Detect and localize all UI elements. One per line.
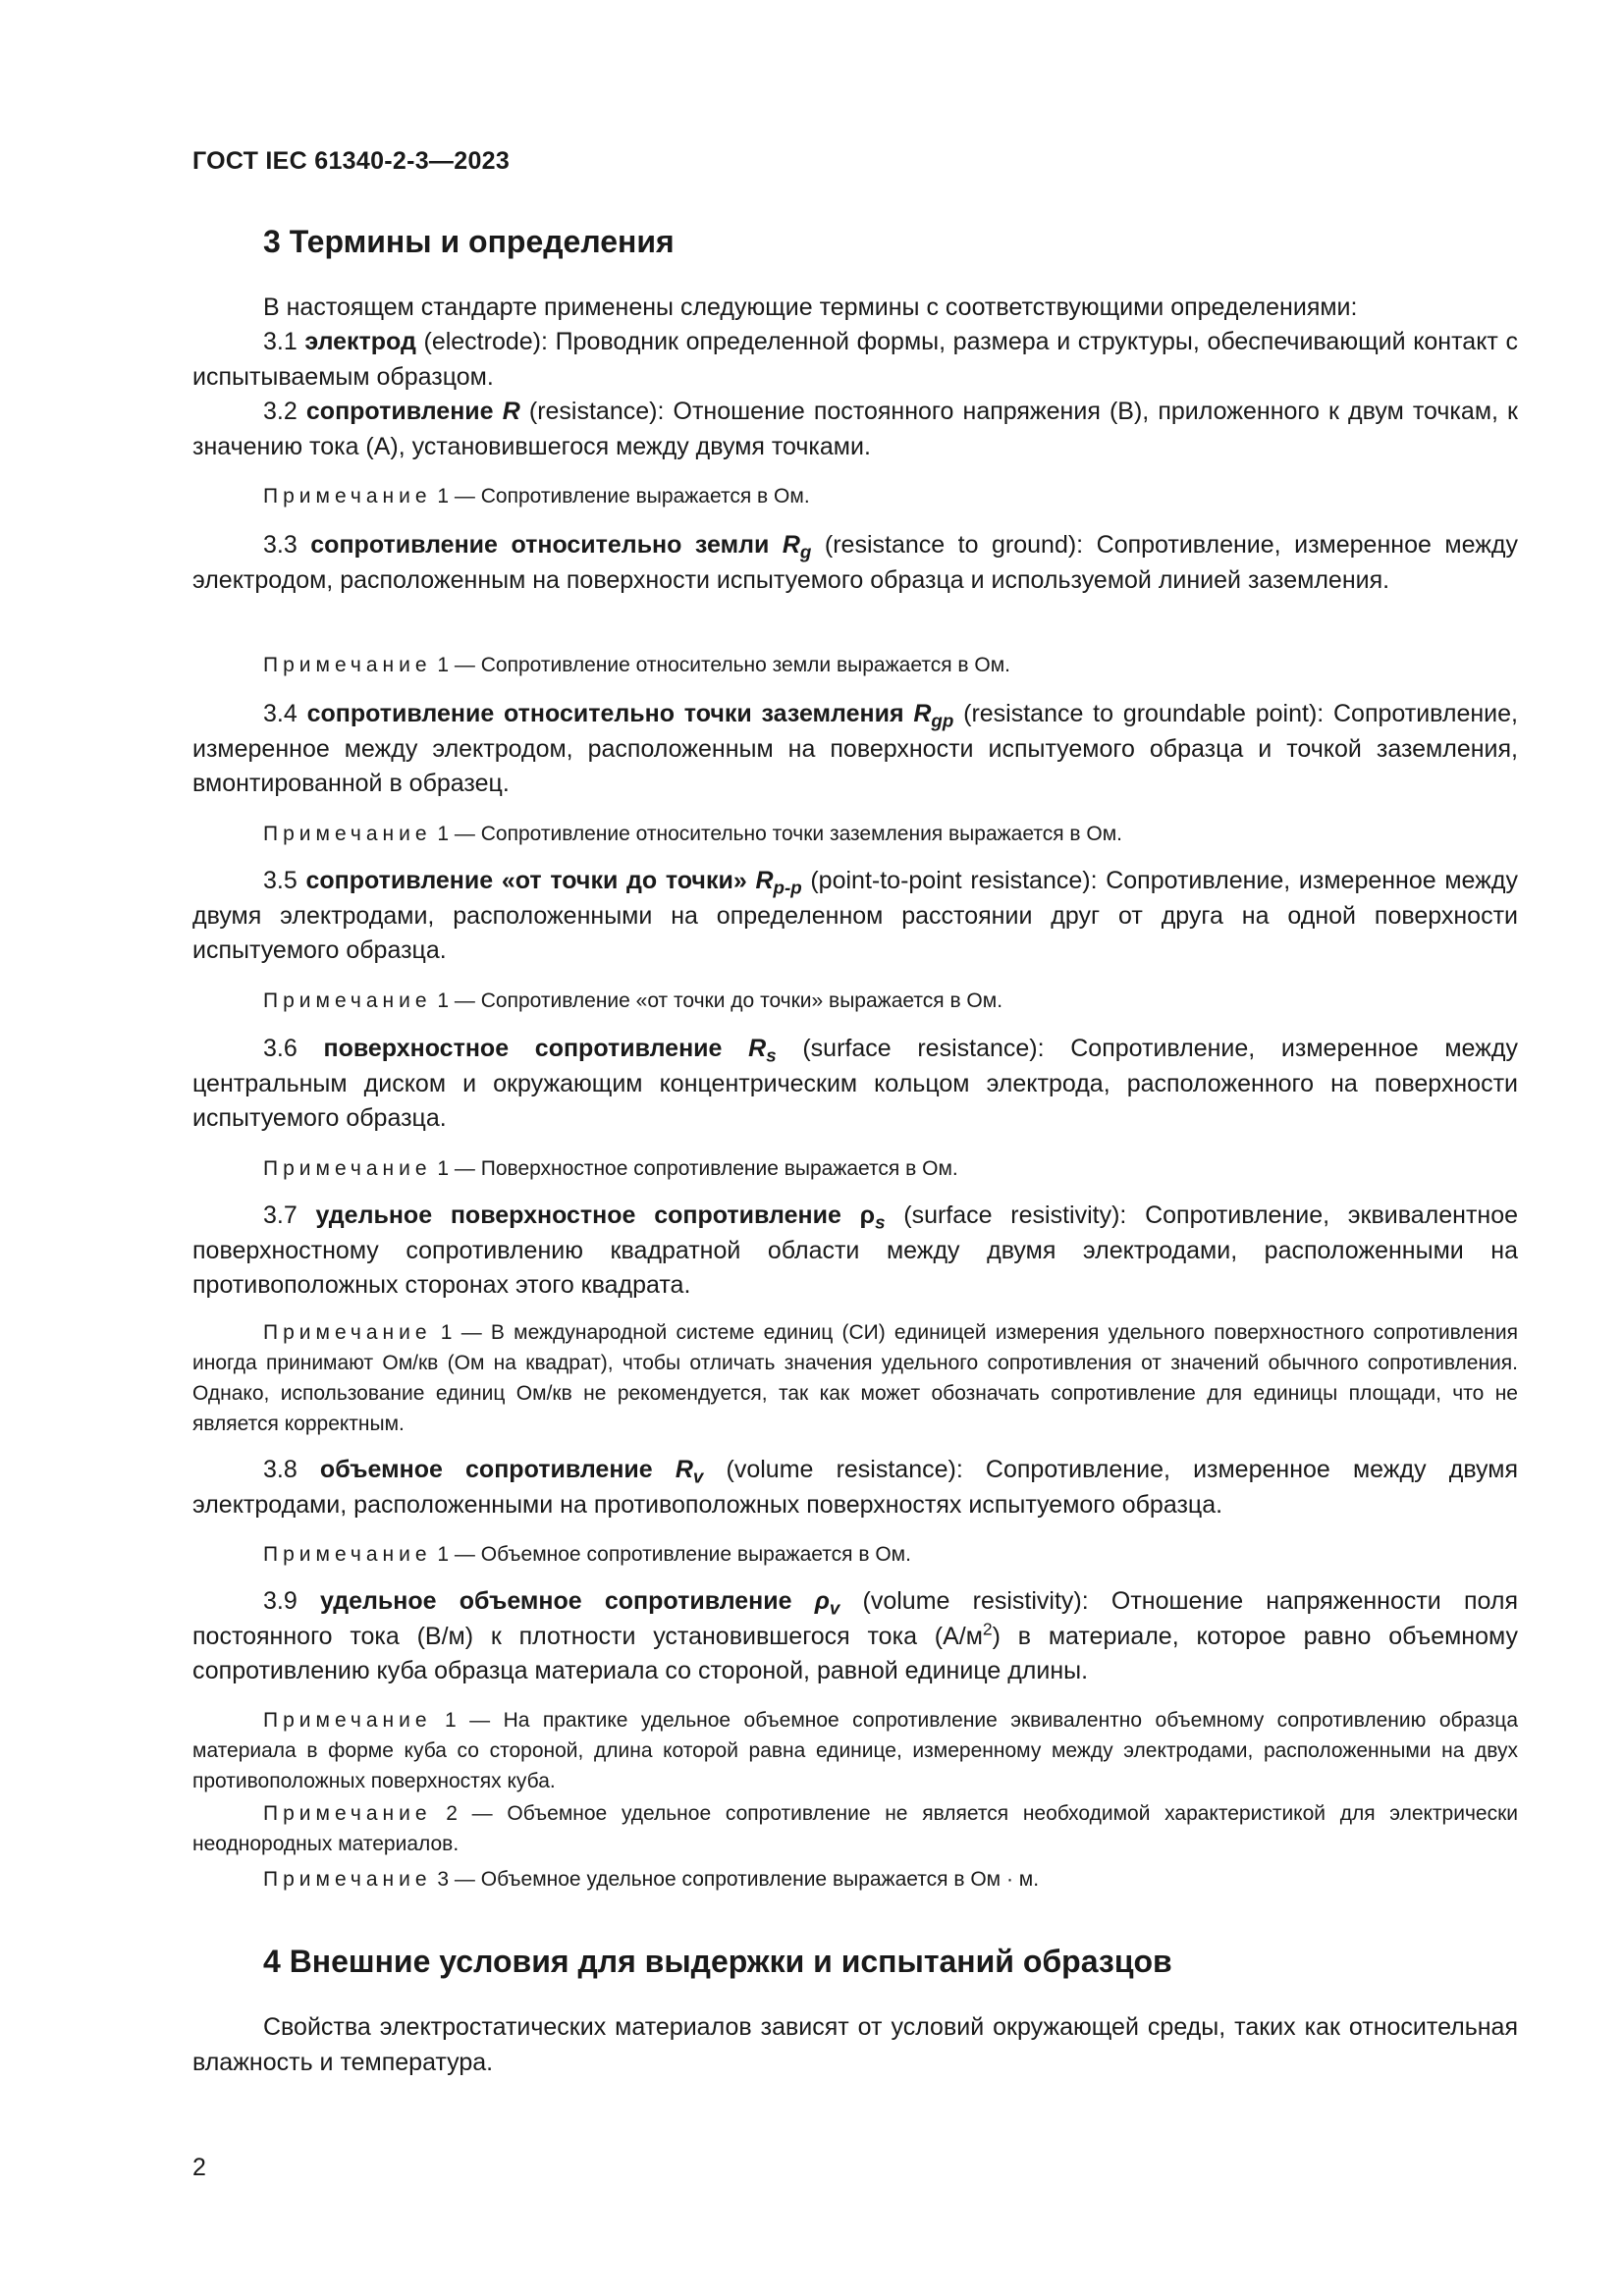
term-symbol: ρ <box>814 1587 830 1615</box>
note-text: 3 — Объемное удельное сопротивление выражается в Ом · м. <box>431 1868 1040 1891</box>
term-symbol: R <box>782 531 800 559</box>
term-symbol-subscript: gp <box>931 710 954 731</box>
term-number: 3.7 <box>263 1201 298 1229</box>
term-definition: (surface resistance): Сопротивление, измеренное между центральным диском и окружающим концентрическим кольцом электрода, расположенного на поверхности испытуемого образца. <box>192 1035 1518 1132</box>
term-3-6 <box>192 1032 1518 1137</box>
note-text: 1 — Сопротивление выражается в Ом. <box>431 485 810 507</box>
term-number: 3.6 <box>263 1035 298 1062</box>
term-symbol-subscript: s <box>766 1044 777 1066</box>
term-name: поверхностное сопротивление <box>323 1035 749 1062</box>
term-symbol: R <box>502 398 520 425</box>
note-label: Примечание <box>263 1868 432 1891</box>
term-symbol: R <box>755 867 774 894</box>
section-4-text: Свойства электростатических материалов зависят от условий окружающей среды, таких как относительная влажность и температура. <box>192 2013 1518 2076</box>
note-label: Примечание <box>263 1709 432 1732</box>
term-3-9 <box>192 1584 1518 1689</box>
term-definition: (resistance): Отношение постоянного напряжения (В), приложенного к двум точкам, к значению тока (А), установившегося между двумя точками. <box>192 398 1518 460</box>
page-number: 2 <box>192 2154 206 2181</box>
note-label: Примечание <box>263 485 432 507</box>
term-number: 3.5 <box>263 867 298 894</box>
term-definition: (electrode): Проводник определенной формы, размера и структуры, обеспечивающий контакт с испытываемым образцом. <box>192 328 1518 391</box>
term-definition: (resistance to ground): Сопротивление, измеренное между электродом, расположенным на поверхности испытуемого образца и используемой линией заземления. <box>192 531 1518 594</box>
term-name: электрод <box>304 328 416 355</box>
term-number: 3.3 <box>263 531 298 559</box>
term-name: сопротивление относительно земли <box>310 531 783 559</box>
note-label: Примечание <box>263 1157 432 1180</box>
term-symbol-subscript: s <box>875 1211 886 1233</box>
note-label: Примечание <box>263 1543 432 1566</box>
term-definition: (resistance to groundable point): Сопротивление, измеренное между электродом, расположенным на поверхности испытуемого образца и точкой заземления, вмонтированной в образец. <box>192 700 1518 797</box>
section-3-title: 3 Термины и определения <box>263 224 675 259</box>
term-3-3 <box>192 528 1518 598</box>
note-3-9-2 <box>192 1798 1518 1859</box>
section-3-intro: В настоящем стандарте применены следующие термины с соответствующими определениями: <box>263 294 1358 321</box>
term-name: сопротивление «от точки до точки» <box>305 867 756 894</box>
term-symbol-subscript: v <box>829 1597 840 1619</box>
note-text: 1 — Поверхностное сопротивление выражается в Ом. <box>431 1157 958 1180</box>
term-symbol-subscript: g <box>799 541 812 562</box>
term-symbol-subscript: p-p <box>773 877 802 898</box>
term-definition: (point-to-point resistance): Сопротивление, измеренное между двумя электродами, расположенными на определенном расстоянии друг от друга на одной поверхности испытуемого образца. <box>192 867 1518 964</box>
term-name: удельное объемное сопротивление <box>319 1587 815 1615</box>
note-label: Примечание <box>263 1802 432 1825</box>
note-3-6 <box>192 1153 1518 1184</box>
term-definition: (volume resistance): Сопротивление, измеренное между двумя электродами, расположенными на противоположных поверхностях испытуемого образца. <box>192 1456 1518 1519</box>
note-3-2 <box>192 481 1518 511</box>
note-text: 1 — В международной системе единиц (СИ) единицей измерения удельного поверхностного сопротивления иногда принимают Ом/кв (Ом на квадрат), чтобы отличать значения удельного сопротивления от значений обычного сопротивления. Однако, использование единиц Ом/кв не рекомендуется, так как может обозначать сопротивление для единицы площади, что не является корректным. <box>192 1321 1518 1435</box>
term-number: 3.1 <box>263 328 298 355</box>
note-label: Примечание <box>263 823 432 845</box>
term-name: сопротивление относительно точки заземления <box>306 700 914 727</box>
note-3-9-1 <box>192 1705 1518 1796</box>
term-number: 3.2 <box>263 398 298 425</box>
note-3-7 <box>192 1317 1518 1439</box>
note-label: Примечание <box>263 654 432 676</box>
term-3-7 <box>192 1199 1518 1304</box>
section-4-title: 4 Внешние условия для выдержки и испытаний образцов <box>263 1944 1172 1979</box>
term-number: 3.4 <box>263 700 298 727</box>
term-3-8 <box>192 1453 1518 1522</box>
note-3-9-3 <box>192 1864 1518 1895</box>
note-3-3 <box>192 650 1518 680</box>
term-3-5 <box>192 864 1518 969</box>
term-symbol: R <box>748 1035 767 1062</box>
note-text: 1 — Объемное сопротивление выражается в Ом. <box>431 1543 911 1566</box>
term-name: удельное поверхностное сопротивление <box>315 1201 860 1229</box>
note-text: 1 — Сопротивление «от точки до точки» выражается в Ом. <box>431 989 1003 1012</box>
term-symbol: R <box>913 700 932 727</box>
unit-superscript: 2 <box>982 1618 993 1638</box>
note-3-8 <box>192 1539 1518 1570</box>
note-3-4 <box>192 819 1518 849</box>
term-symbol: ρ <box>859 1201 876 1229</box>
term-number: 3.8 <box>263 1456 298 1483</box>
term-definition: (volume resistivity): Отношение напряженности поля постоянного тока (В/м) к плотности установившегося тока (А/м <box>192 1587 1518 1650</box>
note-text: 1 — Сопротивление относительно земли выражается в Ом. <box>431 654 1010 676</box>
term-definition: (surface resistivity): Сопротивление, эквивалентное поверхностному сопротивлению квадратной области между двумя электродами, расположенными на противоположных сторонах этого квадрата. <box>192 1201 1519 1299</box>
term-definition-continued: ) в материале, которое равно объемному сопротивлению куба образца материала со стороной, равной единице длины. <box>192 1622 1518 1684</box>
note-label: Примечание <box>263 1321 432 1344</box>
document-header: ГОСТ IEC 61340-2-3—2023 <box>192 147 511 175</box>
term-3-2 <box>192 395 1518 464</box>
term-name: сопротивление <box>305 398 503 425</box>
term-3-4 <box>192 697 1518 802</box>
term-symbol-subscript: v <box>692 1466 704 1487</box>
term-symbol: R <box>675 1456 693 1483</box>
note-3-5 <box>192 986 1518 1016</box>
note-text: 2 — Объемное удельное сопротивление не является необходимой характеристикой для электрически неоднородных материалов. <box>192 1802 1518 1855</box>
note-text: 1 — На практике удельное объемное сопротивление эквивалентно объемному сопротивлению образца материала в форме куба со стороной, длина которой равна единице, измеренному между электродами, расположенными на двух противоположных поверхностях куба. <box>192 1709 1518 1792</box>
term-name: объемное сопротивление <box>319 1456 676 1483</box>
term-3-1 <box>192 325 1518 395</box>
term-number: 3.9 <box>263 1587 298 1615</box>
note-text: 1 — Сопротивление относительно точки заземления выражается в Ом. <box>431 823 1123 845</box>
note-label: Примечание <box>263 989 432 1012</box>
